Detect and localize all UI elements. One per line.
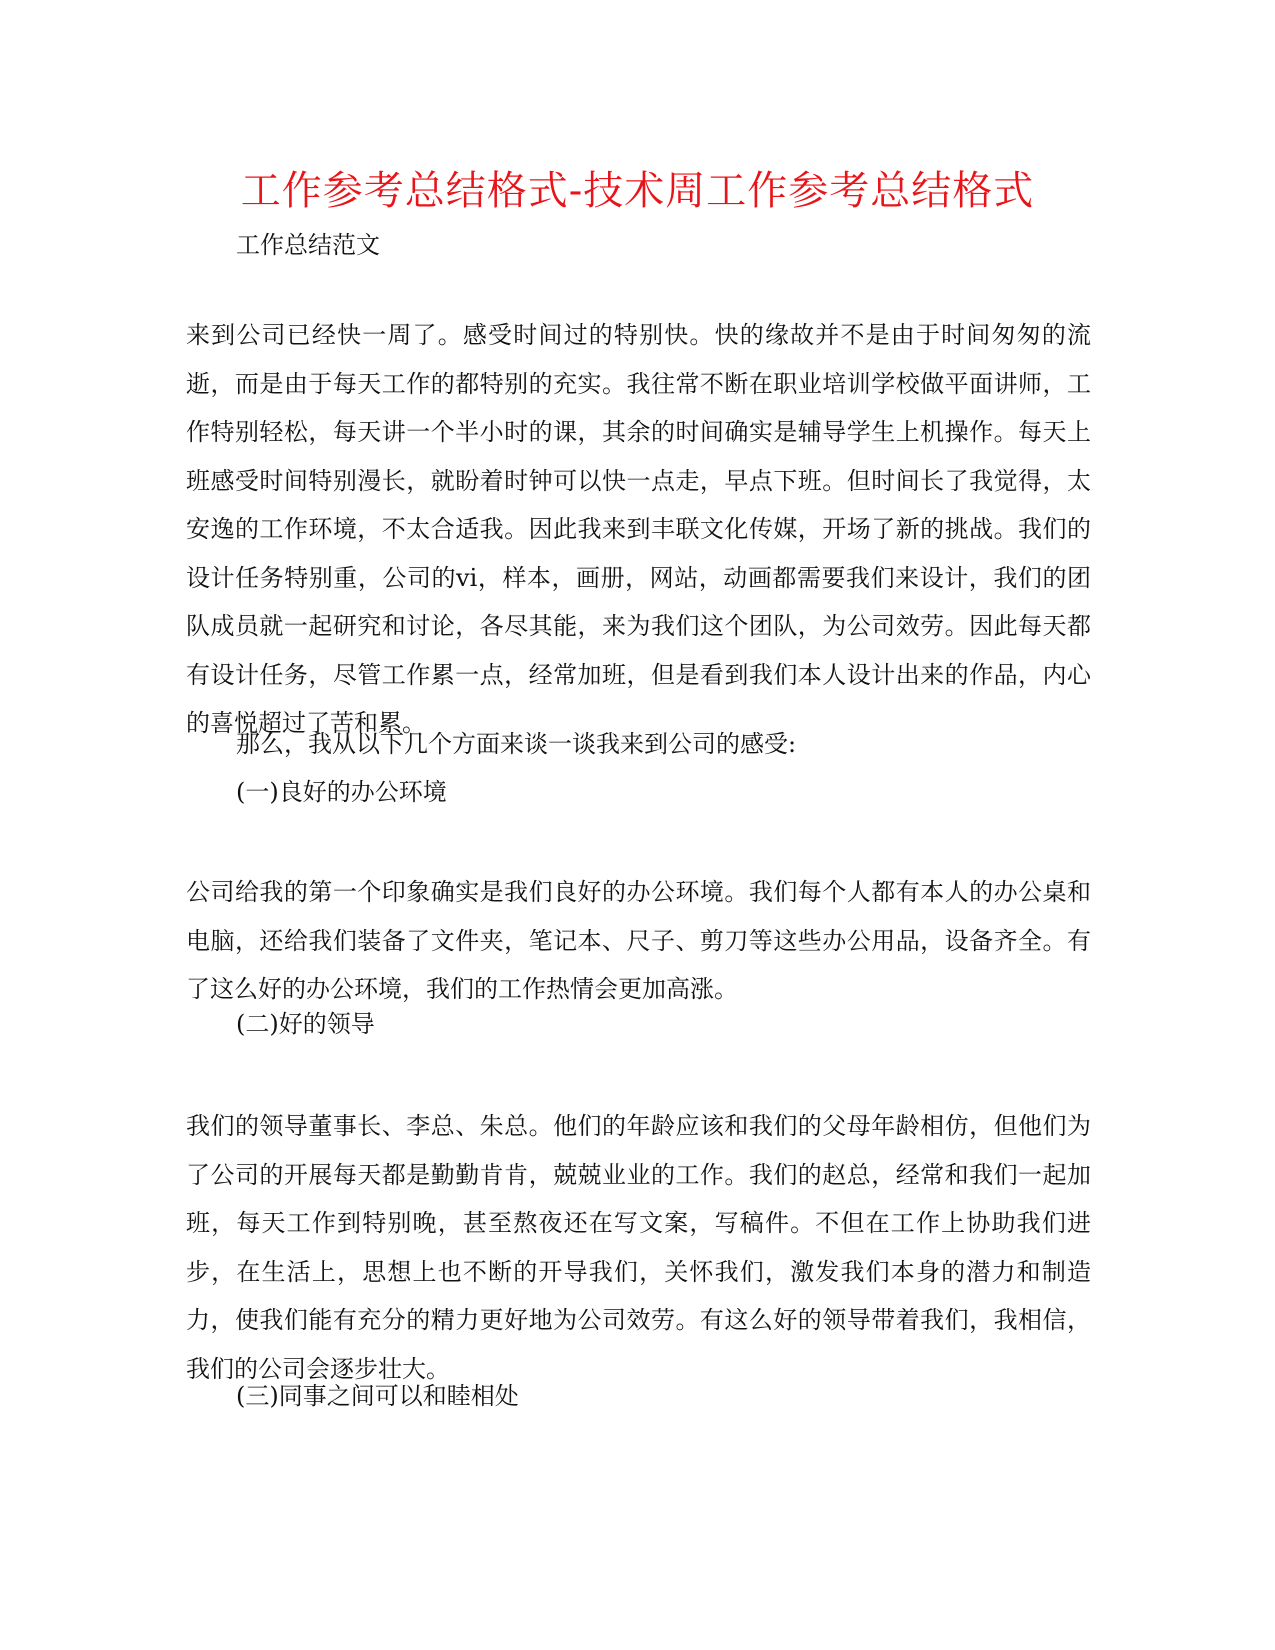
page-subtitle: 工作总结范文 [236,231,380,259]
intro-line: 那么，我从以下几个方面来谈一谈我来到公司的感受: [236,730,797,758]
paragraph-office-environment: 公司给我的第一个印象确实是我们良好的办公环境。我们每个人都有本人的办公桌和电脑，还给我们装备了文件夹，笔记本、尺子、剪刀等这些办公用品，设备齐全。有了这么好的办公环境，我们的工作热情会更加高涨。 [186,878,1091,1003]
section-heading-2: (二)好的领导 [236,1010,375,1038]
paragraph-leadership: 我们的领导董事长、李总、朱总。他们的年龄应该和我们的父母年龄相仿，但他们为了公司的开展每天都是勤勤肯肯，兢兢业业的工作。我们的赵总，经常和我们一起加班，每天工作到特别晚，甚至熬夜还在写文案，写稿件。不但在工作上协助我们进步，在生活上，思想上也不断的开导我们，关怀我们，激发我们本身的潜力和制造力，使我们能有充分的精力更好地为公司效劳。有这么好的领导带着我们，我相信，我们的公司会逐步壮大。 [186,1112,1091,1383]
page-title: 工作参考总结格式-技术周工作参考总结格式 [240,168,1035,214]
section-heading-3: (三)同事之间可以和睦相处 [236,1382,519,1410]
section-heading-1: (一)良好的办公环境 [236,778,447,806]
paragraph-intro: 来到公司已经快一周了。感受时间过的特别快。快的缘故并不是由于时间匆匆的流逝，而是由于每天工作的都特别的充实。我往常不断在职业培训学校做平面讲师，工作特别轻松，每天讲一个半小时的课，其余的时间确实是辅导学生上机操作。每天上班感受时间特别漫长，就盼着时钟可以快一点走，早点下班。但时间长了我觉得，太安逸的工作环境，不太合适我。因此我来到丰联文化传媒，开场了新的挑战。我们的设计任务特别重，公司的vi，样本，画册，网站，动画都需要我们来设计，我们的团队成员就一起研究和讨论，各尽其能，来为我们这个团队，为公司效劳。因此每天都有设计任务，尽管工作累一点，经常加班，但是看到我们本人设计出来的作品，内心的喜悦超过了苦和累。 [186,321,1091,737]
